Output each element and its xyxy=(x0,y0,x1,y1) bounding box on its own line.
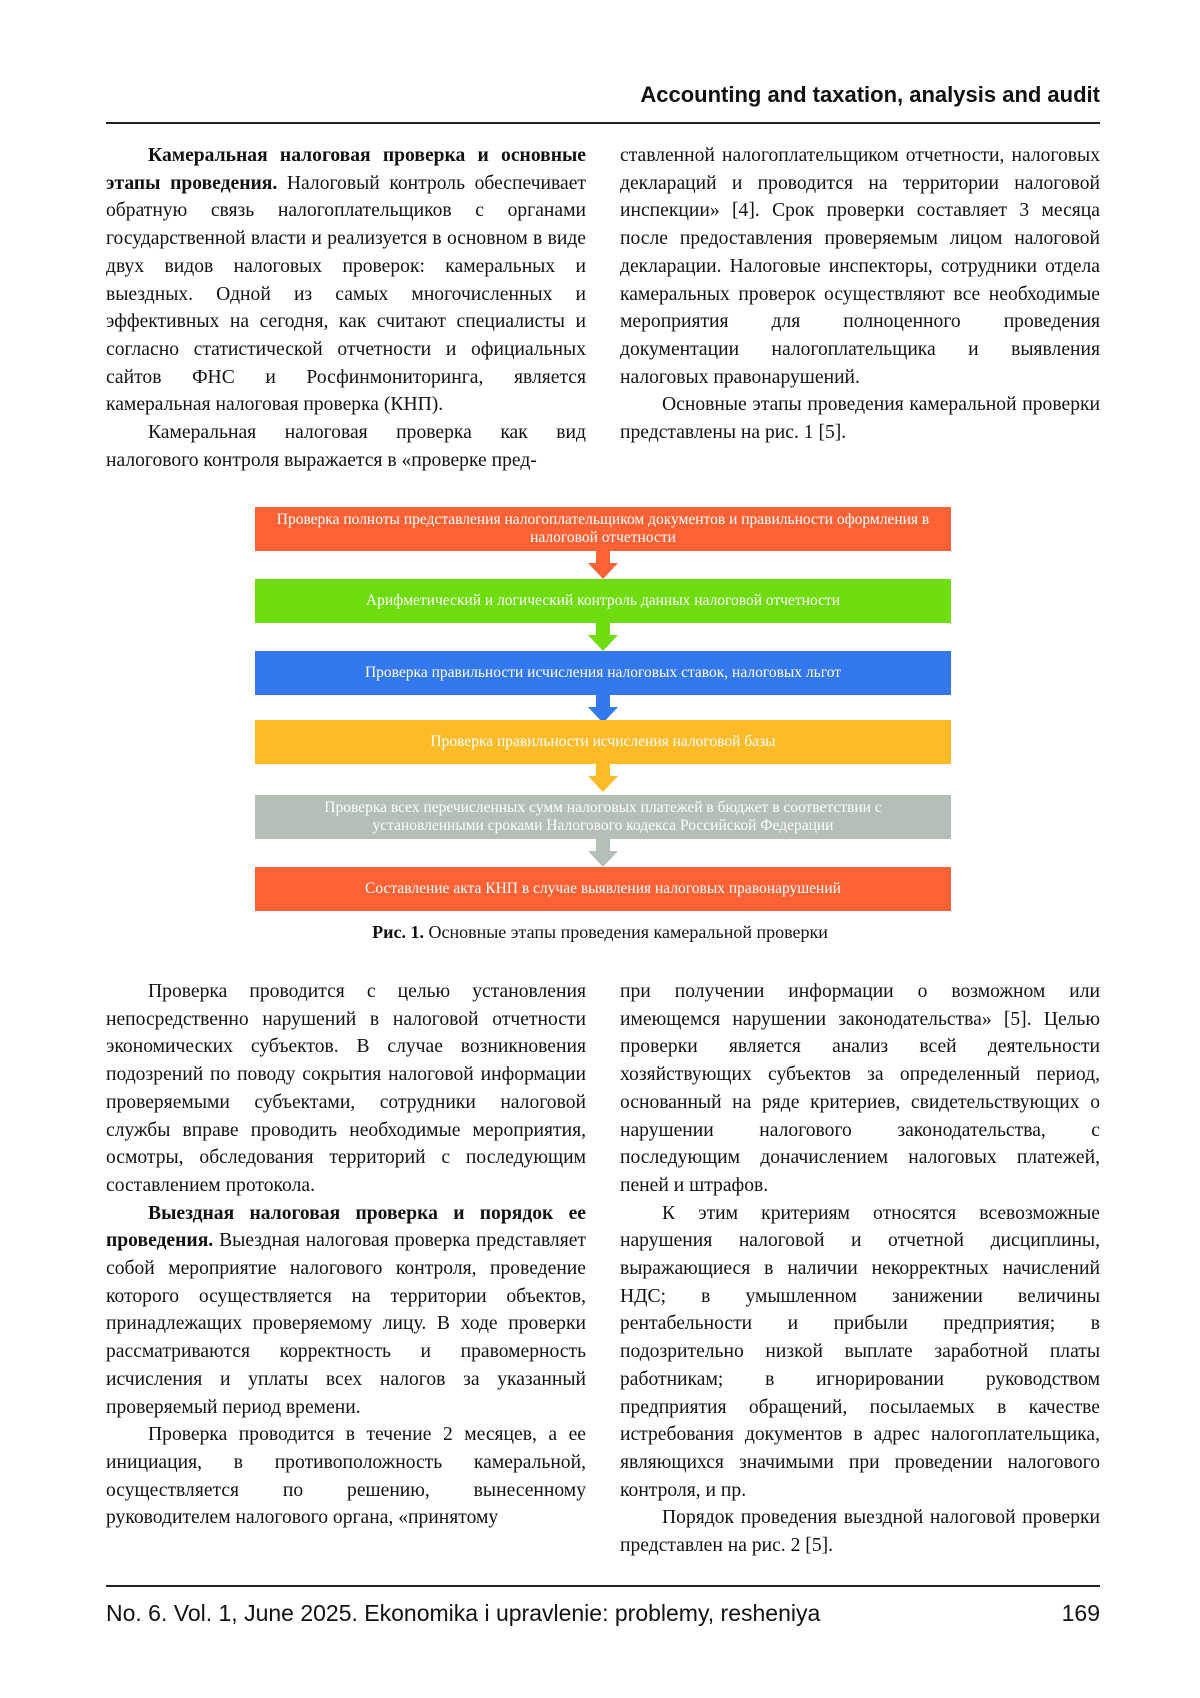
header-rule xyxy=(106,122,1100,124)
flow-step-1: Проверка полноты представления налогоплательщиком документов и правильности оформления в налоговой отчетности xyxy=(255,507,951,551)
flow-step-5: Проверка всех перечисленных сумм налоговых платежей в бюджет в соответствии с установленными сроками Налогового кодекса Российской Федерации xyxy=(255,795,951,839)
flow-step-4: Проверка правильности исчисления налоговой базы xyxy=(255,720,951,764)
paragraph-text: Налоговый контроль обеспечивает обратную связь налогоплательщиков с органами государственной власти и реализуется в основном в виде двух видов налоговых проверок: камеральных и выездных. Одной из самых многочисленных и эффективных на сегодня, как считают специалисты и согласно статистической отчетности и официальных сайтов ФНС и Росфинмониторинга, является камеральная налоговая проверка (КНП). xyxy=(106,173,586,416)
caption-label: Рис. 1. xyxy=(372,922,424,942)
flow-step-6: Составление акта КНП в случае выявления налоговых правонарушений xyxy=(255,867,951,911)
down-arrow-icon xyxy=(588,839,618,867)
paragraph: Проверка проводится в течение 2 месяцев, а ее инициация, в противоположность камеральной, осуществляется по решению, вынесенному руководителем налогового органа, «принятому xyxy=(106,1421,586,1532)
paragraph xyxy=(106,142,586,419)
down-arrow-icon xyxy=(588,623,618,651)
paragraph: при получении информации о возможном или имеющемся нарушении законодательства» [5]. Целью проверки является анализ всей деятельности хозяйствующих субъектов за определенный период, основанный на ряде критериев, свидетельствующих о нарушении налогового законодательства, с последующим доначислением налоговых платежей, пеней и штрафов. xyxy=(620,978,1100,1200)
paragraph: ставленной налогоплательщиком отчетности, налоговых деклараций и проводится на территории налоговой инспекции» [4]. Срок проверки составляет 3 месяца после предоставления проверяемым лицом налоговой декларации. Налоговые инспекторы, сотрудники отдела камеральных проверок осуществляют все необходимые мероприятия для полноценного проведения документации налогоплательщика и выявления налоговых правонарушений. xyxy=(620,142,1100,391)
paragraph: Проверка проводится с целью установления непосредственно нарушений в налоговой отчетности экономических субъектов. В случае возникновения подозрений по поводу сокрытия налоговой информации проверяемыми субъектами, сотрудники налоговой службы вправе проводить необходимые мероприятия, осмотры, обследования территорий с последующим составлением протокола. xyxy=(106,978,586,1200)
down-arrow-icon xyxy=(588,551,618,579)
paragraph-text: Выездная налоговая проверка представляет собой мероприятие налогового контроля, проведение которого осуществляется на территории объектов, принадлежащих проверяемому лицу. В ходе проверки рассматриваются корректность и правомерность исчисления и уплаты всех налогов за указанный проверяемый период времени. xyxy=(106,1230,586,1417)
page-number: 169 xyxy=(1062,1600,1100,1627)
section-heading: Выездная налоговая проверка и порядок ее проведения. xyxy=(106,1203,586,1252)
right-column-bottom xyxy=(620,978,1100,1560)
left-column-bottom xyxy=(106,978,586,1532)
section-heading: Камеральная налоговая проверка и основные этапы проведения. xyxy=(106,145,586,194)
footer-rule xyxy=(106,1585,1100,1587)
right-column-top xyxy=(620,142,1100,447)
paragraph: Камеральная налоговая проверка как вид налогового контроля выражается в «проверке пред- xyxy=(106,419,586,474)
down-arrow-icon xyxy=(588,695,618,723)
running-header: Accounting and taxation, analysis and audit xyxy=(106,82,1100,108)
flow-step-3: Проверка правильности исчисления налоговых ставок, налоговых льгот xyxy=(255,651,951,695)
down-arrow-icon xyxy=(588,764,618,792)
footer-citation: No. 6. Vol. 1, June 2025. Ekonomika i upravlenie: problemy, resheniya xyxy=(106,1600,820,1627)
paragraph: К этим критериям относятся всевозможные нарушения налоговой и отчетной дисциплины, выражающиеся в наличии некорректных начислений НДС; в умышленном занижении величины рентабельности и прибыли предприятия; в подозрительно низкой выплате заработной платы работникам; в игнорировании руководством предприятия обращений, посылаемых в качестве истребования документов в адрес налогоплательщика, являющихся значимыми при проведении налогового контроля, и пр. xyxy=(620,1200,1100,1505)
caption-text: Основные этапы проведения камеральной проверки xyxy=(424,922,828,942)
paragraph: Порядок проведения выездной налоговой проверки представлен на рис. 2 [5]. xyxy=(620,1504,1100,1559)
figure-caption xyxy=(0,922,1200,943)
left-column-top xyxy=(106,142,586,474)
flow-step-2: Арифметический и логический контроль данных налоговой отчетности xyxy=(255,579,951,623)
paragraph: Основные этапы проведения камеральной проверки представлены на рис. 1 [5]. xyxy=(620,391,1100,446)
paragraph xyxy=(106,1200,586,1422)
